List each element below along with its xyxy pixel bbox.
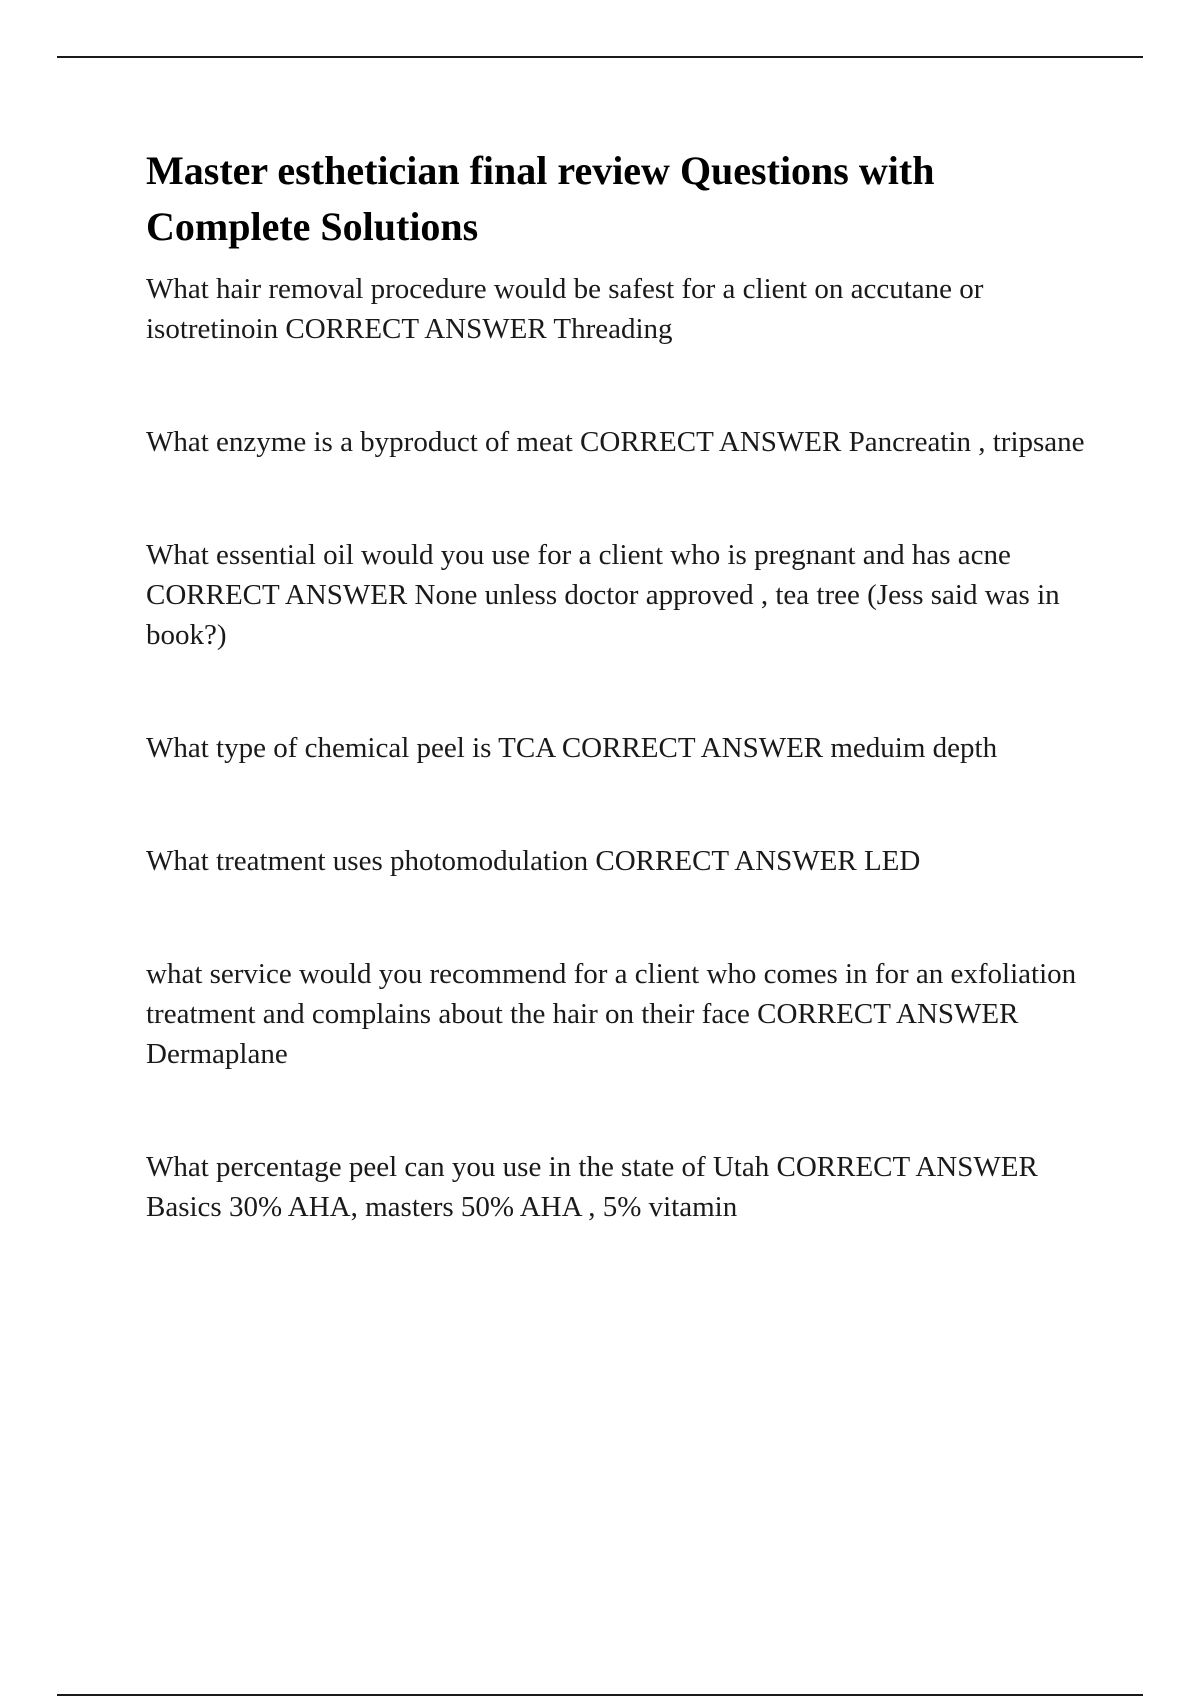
question-item-4: What type of chemical peel is TCA CORRECT ANSWER meduim depth (146, 732, 998, 764)
document-body (146, 143, 1106, 1300)
question-item-2: What enzyme is a byproduct of meat CORRECT ANSWER Pancreatin , tripsane (146, 426, 1085, 458)
question-item-3: What essential oil would you use for a client who is pregnant and has acne CORRECT ANSWER None unless doctor approved , tea tree (Jess said was in book?) (146, 539, 1060, 651)
question-item-6: what service would you recommend for a client who comes in for an exfoliation treatment and complains about the hair on their face CORRECT ANSWER Dermaplane (146, 958, 1077, 1070)
document-title: Master esthetician final review Questions with Complete Solutions (146, 148, 935, 249)
bottom-divider (57, 1694, 1143, 1696)
question-item-5: What treatment uses photomodulation CORRECT ANSWER LED (146, 845, 921, 877)
question-item-1: What hair removal procedure would be safest for a client on accutane or isotretinoin CORRECT ANSWER Threading (146, 273, 984, 345)
question-list (146, 269, 1106, 1227)
question-item-7: What percentage peel can you use in the state of Utah CORRECT ANSWER Basics 30% AHA, masters 50% AHA , 5% vitamin (146, 1151, 1038, 1223)
top-divider (57, 56, 1143, 58)
